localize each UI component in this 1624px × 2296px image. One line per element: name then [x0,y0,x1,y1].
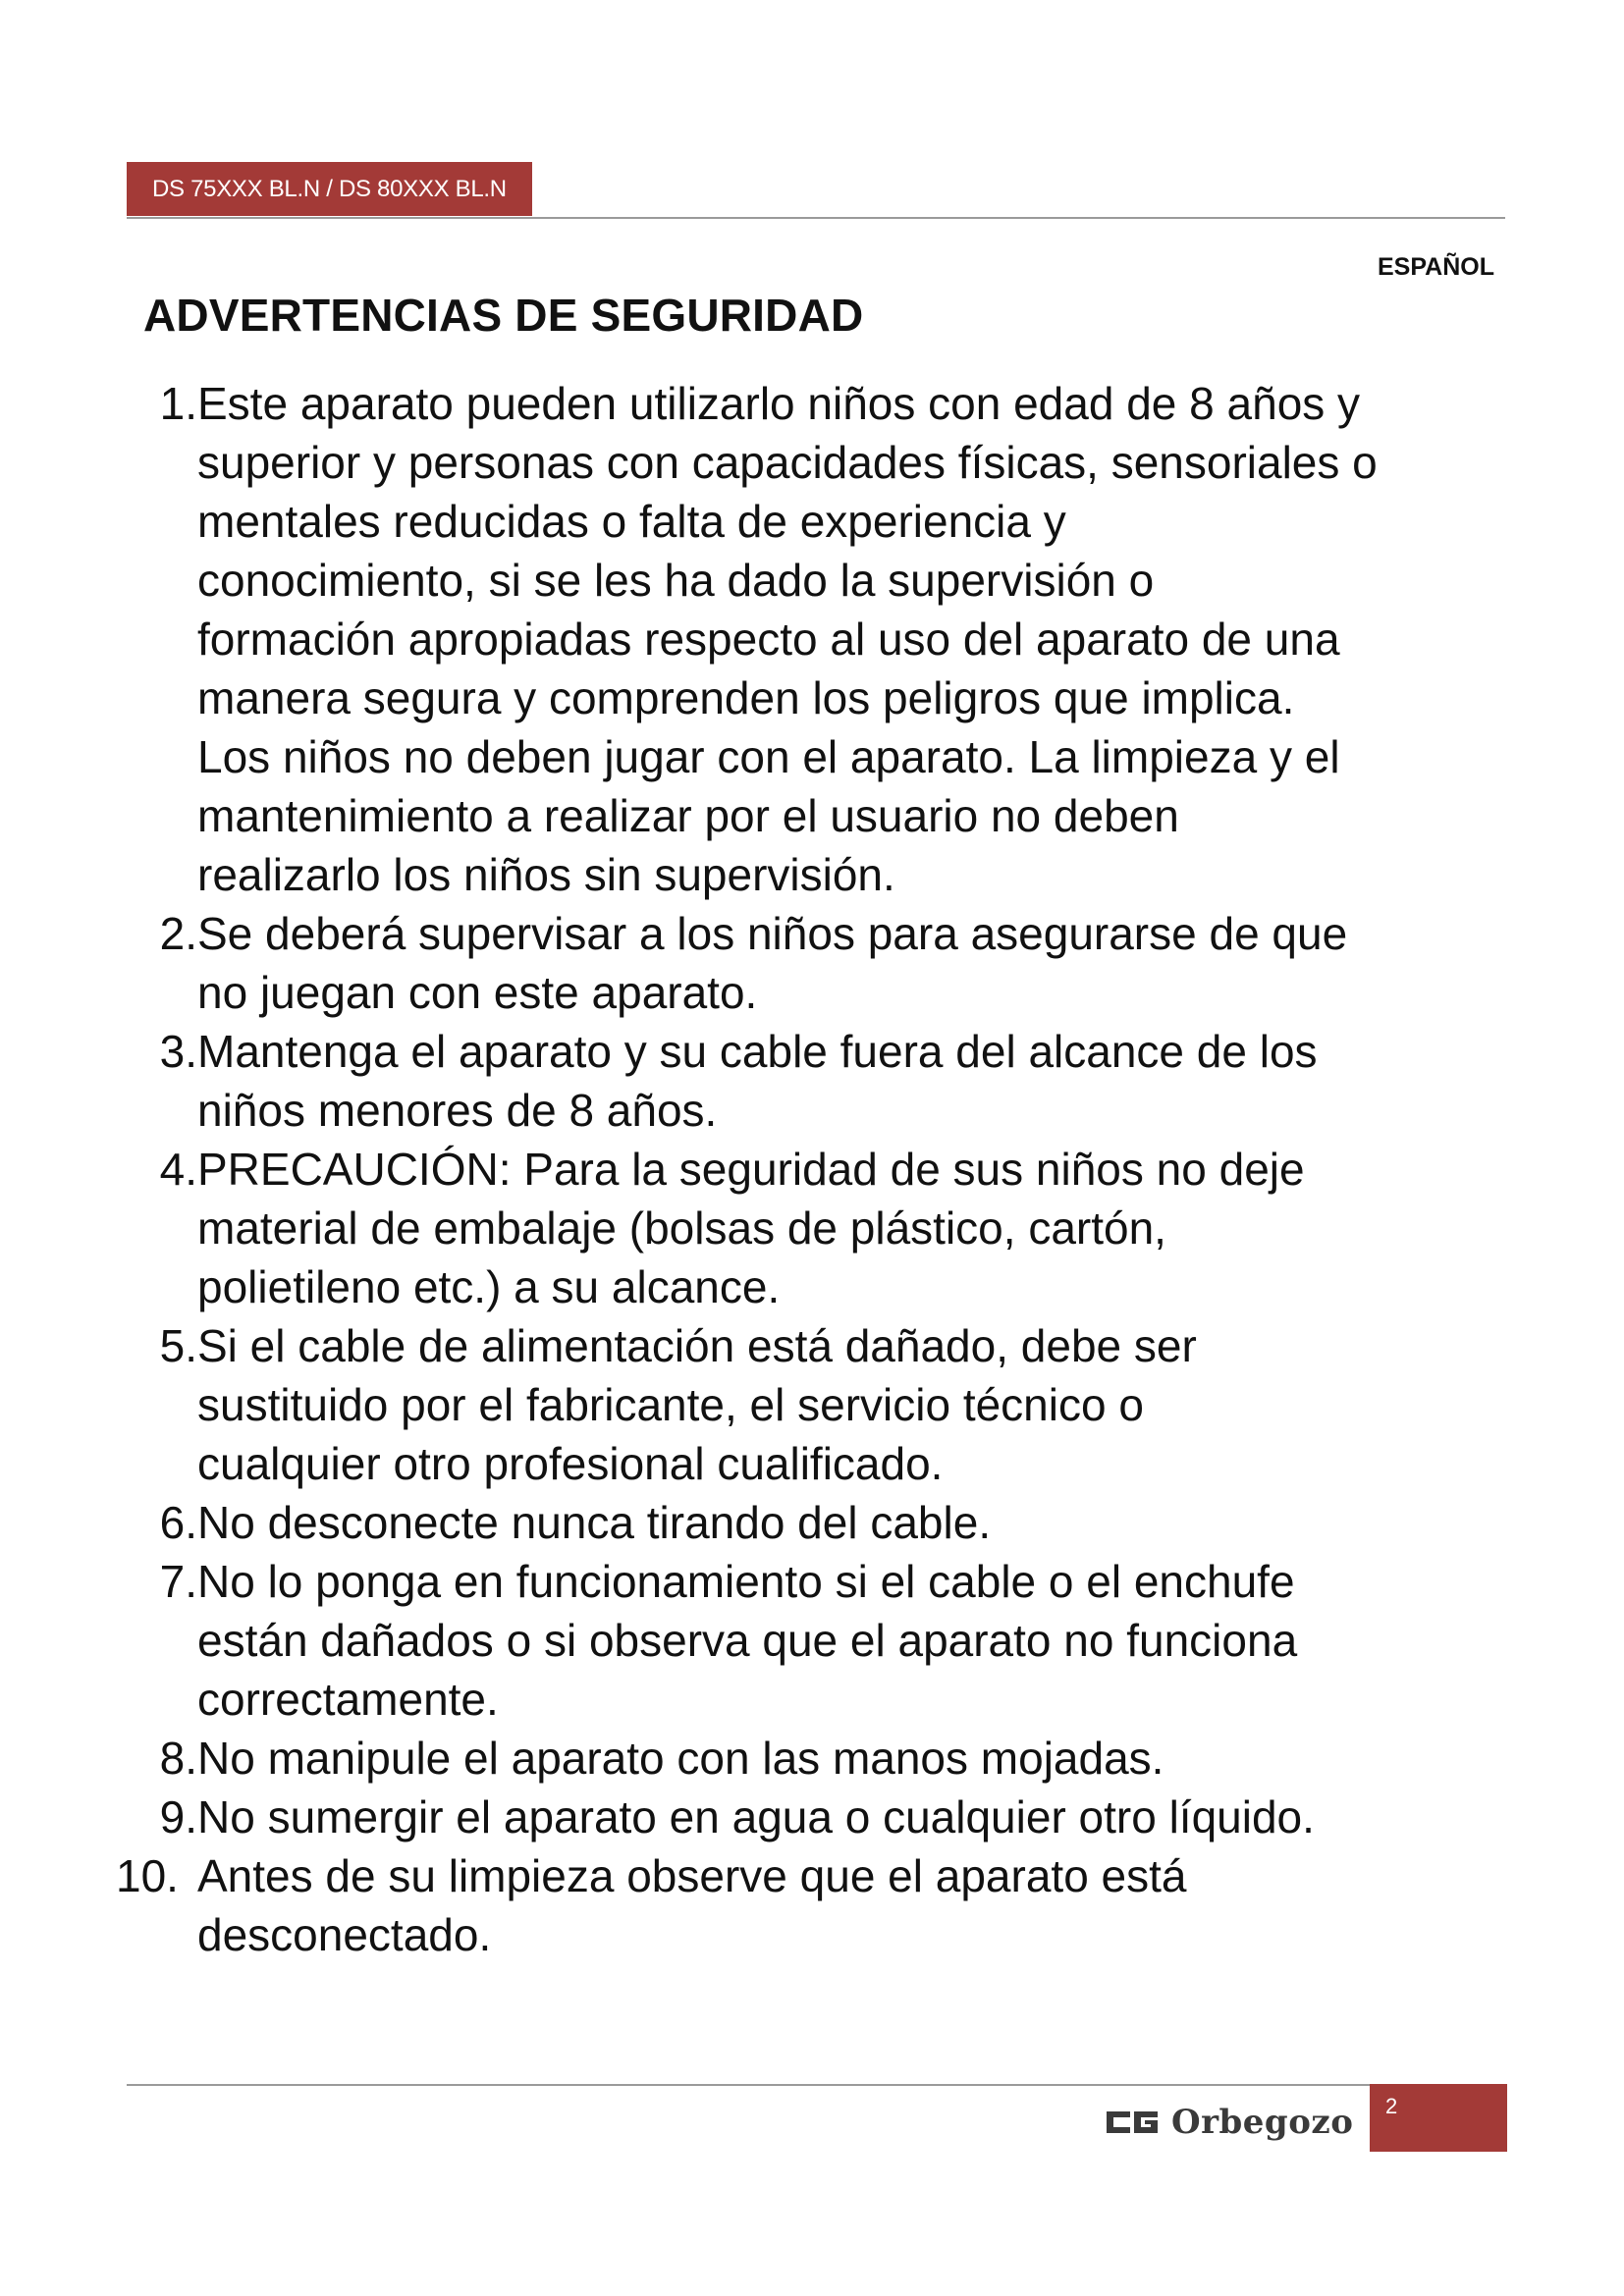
warning-text-line: desconectado. [197,1909,492,1960]
warning-text-line: Antes de su limpieza observe que el aparato está [197,1850,1187,1901]
warning-number: 10. [116,1850,179,1901]
warning-text-line: No desconecte nunca tirando del cable. [197,1497,992,1548]
warning-text-line: No lo ponga en funcionamiento si el cable o el enchufe [197,1556,1295,1607]
warning-text-line: realizarlo los niños sin supervisión. [197,849,895,900]
warning-text-line: Si el cable de alimentación está dañado, debe ser [197,1320,1197,1371]
warning-text-line: cualquier otro profesional cualificado. [197,1438,944,1489]
warning-number: 2. [159,908,197,959]
warning-text-line: no juegan con este aparato. [197,967,758,1018]
warning-text-line: están dañados o si observa que el aparato no funciona [197,1615,1298,1666]
warning-number: 6. [159,1497,197,1548]
warning-number: 4. [159,1144,197,1195]
warning-number: 5. [159,1320,197,1371]
warning-number: 3. [159,1026,197,1077]
safety-warnings-list [116,374,1510,1964]
model-tab: DS 75XXX BL.N / DS 80XXX BL.N [127,162,532,216]
header-divider [127,217,1505,219]
warning-text-line: Los niños no deben jugar con el aparato. La limpieza y el [197,731,1340,782]
cg-logo-icon [1105,2108,1160,2137]
warning-item [116,1022,1510,1140]
warning-text-line: material de embalaje (bolsas de plástico, cartón, [197,1202,1166,1254]
warning-text-line: No manipule el aparato con las manos mojadas. [197,1733,1164,1784]
warning-item [116,1846,1510,1964]
warning-text-line: mantenimiento a realizar por el usuario no deben [197,790,1179,841]
warning-item [116,1788,1510,1846]
warning-text-line: superior y personas con capacidades físicas, sensoriales o [197,437,1378,488]
footer-divider [127,2084,1505,2086]
warning-text-line: mentales reducidas o falta de experiencia y [197,496,1066,547]
warning-text-line: sustituido por el fabricante, el servicio técnico o [197,1379,1144,1430]
warning-item [116,1140,1510,1316]
warning-text-line: Se deberá supervisar a los niños para asegurarse de que [197,908,1348,959]
warning-text-line: PRECAUCIÓN: Para la seguridad de sus niños no deje [197,1144,1305,1195]
warning-number: 7. [159,1556,197,1607]
warning-item [116,1316,1510,1493]
warning-text-line: niños menores de 8 años. [197,1085,718,1136]
warning-item [116,904,1510,1022]
warning-number: 8. [159,1733,197,1784]
page-title: ADVERTENCIAS DE SEGURIDAD [143,290,864,341]
warning-item [116,374,1510,904]
warning-item [116,1729,1510,1788]
warning-text-line: Este aparato pueden utilizarlo niños con edad de 8 años y [197,378,1361,429]
page-number-box [1370,2084,1507,2152]
warning-text-line: conocimiento, si se les ha dado la supervisión o [197,555,1155,606]
warning-text-line: manera segura y comprenden los peligros que implica. [197,672,1295,723]
warning-number: 9. [159,1791,197,1842]
brand-wordmark: Orbegozo [1171,2103,1354,2142]
warning-text-line: polietileno etc.) a su alcance. [197,1261,781,1312]
warning-number: 1. [159,378,197,429]
warning-text-line: correctamente. [197,1674,499,1725]
warning-item [116,1493,1510,1552]
language-label: ESPAÑOL [1378,253,1494,281]
warning-text-line: Mantenga el aparato y su cable fuera del alcance de los [197,1026,1318,1077]
warning-text-line: formación apropiadas respecto al uso del aparato de una [197,614,1340,665]
warning-text-line: No sumergir el aparato en agua o cualquier otro líquido. [197,1791,1315,1842]
brand-logo [1105,2099,1353,2146]
warning-item [116,1552,1510,1729]
page-number: 2 [1385,2094,1398,2118]
